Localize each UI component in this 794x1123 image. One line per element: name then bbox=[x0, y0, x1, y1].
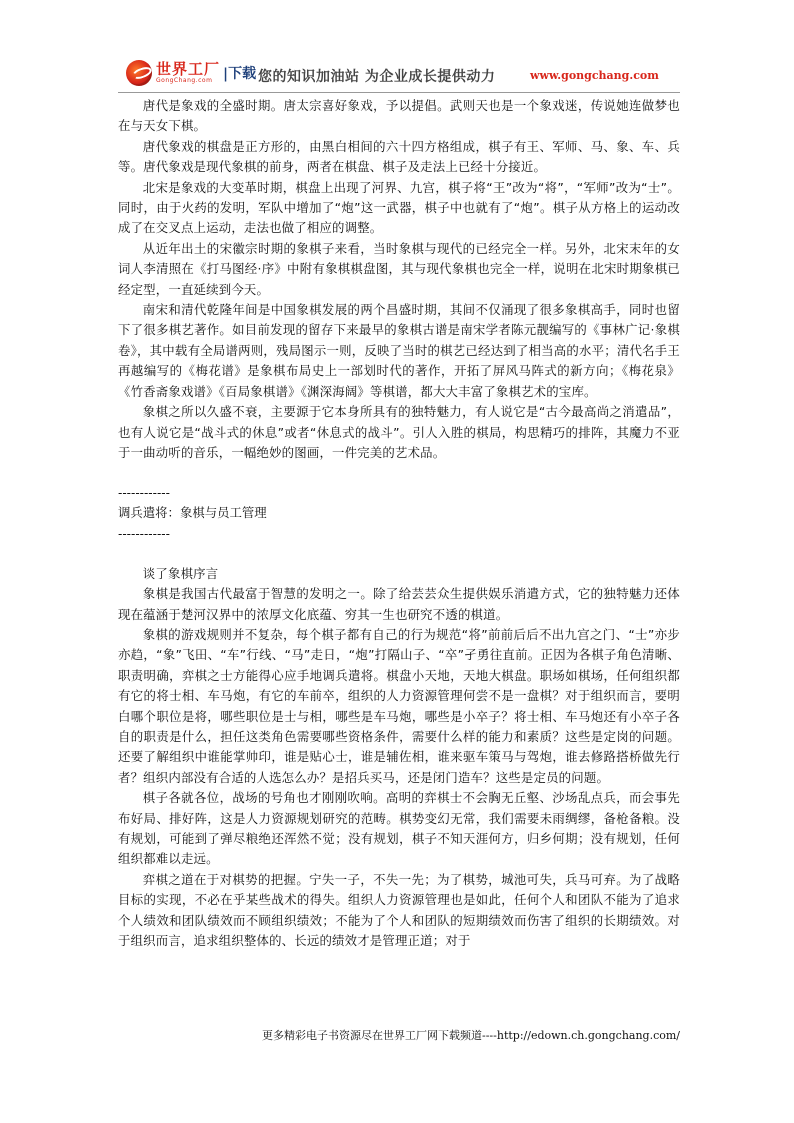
page-header bbox=[118, 58, 678, 92]
paragraph: 谈了象棋序言 bbox=[142, 565, 219, 581]
paragraph: 象棋是我国古代最富于智慧的发明之一。除了给芸芸众生提供娱乐消遣方式，它的独特魅力还体现在蕴涵于楚河汉界中的浓厚文化底蕴、穷其一生也研究不透的棋道。 bbox=[118, 586, 680, 622]
blank-line bbox=[118, 544, 680, 564]
logo-text bbox=[156, 62, 220, 84]
page-footer[interactable]: 更多精彩电子书资源尽在世界工厂网下载频道----http://edown.ch.gongchang.com/ bbox=[262, 1029, 680, 1042]
site-logo[interactable] bbox=[126, 60, 256, 86]
paragraph: 弈棋之道在于对棋势的把握。宁失一子，不失一先；为了棋势，城池可失，兵马可弃。为了战略目标的实现，不必在乎某些战术的得失。组织人力资源管理也是如此，任何个人和团队不能为了追求个人绩效和团队绩效而不顾组织绩效；不能为了个人和团队的短期绩效而伤害了组织的长期绩效。对于组织而言，追求组织整体的、长远的绩效才是管理正道；对于 bbox=[118, 871, 680, 949]
blank-line bbox=[118, 463, 680, 483]
globe-swoosh-icon bbox=[126, 60, 152, 86]
logo-name: 世界工厂 bbox=[156, 60, 221, 78]
paragraph: 象棋之所以久盛不衰，主要源于它本身所具有的独特魅力，有人说它是“古今最高尚之消遣品”，也有人说它是“战斗式的休息”或者“休息式的战斗”。引人入胜的棋局，构思精巧的排阵，其魔力不亚于一曲动听的音乐，一幅绝妙的图画，一件完美的艺术品。 bbox=[118, 404, 680, 460]
separator-bottom: ------------ bbox=[118, 526, 170, 541]
logo-subtitle: GongChang.com bbox=[156, 77, 213, 84]
paragraph: 象棋的游戏规则并不复杂，每个棋子都有自己的行为规范“将”前前后后不出九宫之门、“士”亦步亦趋，“象”飞田、“车”行线、“马”走日，“炮”打隔山子、“卒”孑勇往直前。正因为各棋子角色清晰、职责明确，弈棋之士方能得心应手地调兵遣将。棋盘小天地，天地大棋盘。职场如棋场，任何组织都有它的将士相、车马炮，有它的车前卒，组织的人力资源管理何尝不是一盘棋？对于组织而言，要明白哪个职位是将，哪些职位是士与相，哪些是车马炮，哪些是小卒子？将士相、车马炮还有小卒子各自的职责是什么，担任这类角色需要哪些资格条件，需要什么样的能力和素质？这些是定岗的问题。还要了解组织中谁能掌帅印，谁是贴心士，谁是辅佐相，谁来驱车策马与驾炮，谁去修路搭桥做先行者？组织内部没有合适的人选怎么办？是招兵买马，还是闭门造车？这些是定员的问题。 bbox=[118, 626, 680, 785]
paragraph: 棋子各就各位，战场的号角也才刚刚吹响。高明的弈棋士不会胸无丘壑、沙场乱点兵，而会事先布好局、排好阵，这是人力资源规划研究的范畴。棋势变幻无常，我们需要未雨绸缪，备枪备粮。没有规划，可能到了弹尽粮绝还浑然不觉；没有规划，棋子不知天涯何方，归乡何期；没有规划，任何组织都难以走远。 bbox=[118, 790, 680, 867]
paragraph: 北宋是象戏的大变革时期，棋盘上出现了河界、九宫，棋子将“王”改为“将”，“军师”改为“士”。同时，由于火药的发明，军队中增加了“炮”这一武器，棋子中也就有了“炮”。棋子从方格上的运动改成了在交叉点上运动，走法也做了相应的调整。 bbox=[118, 179, 680, 236]
header-divider bbox=[118, 92, 680, 93]
paragraph: 唐代象戏的棋盘是正方形的，由黑白相间的六十四方格组成，棋子有王、军师、马、象、车、兵等。唐代象戏是现代象棋的前身，两者在棋盘、棋子及走法上已经十分接近。 bbox=[118, 138, 680, 175]
header-slogan: 您的知识加油站 为企业成长提供动力 bbox=[258, 69, 496, 85]
section-title: 调兵遣将：象棋与员工管理 bbox=[118, 505, 267, 521]
paragraph: 南宋和清代乾隆年间是中国象棋发展的两个昌盛时期，其间不仅涌现了很多象棋高手，同时也留下了很多棋艺著作。如目前发现的留存下来最早的象棋古谱是南宋学者陈元靓编写的《事林广记·象棋卷》，其中载有全局谱两则，残局图示一则，反映了当时的棋艺已经达到了相当高的水平；清代名手王再越编写的《梅花谱》是象棋布局史上一部划时代的著作，开拓了屏风马阵式的新方向；《梅花泉》《竹香斋象戏谱》《百局象棋谱》《渊深海阔》等棋谱，都大大丰富了象棋艺术的宝库。 bbox=[118, 302, 680, 399]
paragraph: 唐代是象戏的全盛时期。唐太宗喜好象戏，予以提倡。武则天也是一个象戏迷，传说她连做梦也在与天女下棋。 bbox=[118, 98, 680, 134]
paragraph: 从近年出土的宋徽宗时期的象棋子来看，当时象棋与现代的已经完全一样。另外，北宋末年的女词人李清照在《打马图经·序》中附有象棋棋盘图，其与现代象棋也完全一样，说明在北宋时期象棋已经定型，一直延续到今天。 bbox=[118, 240, 680, 297]
site-url[interactable]: www.gongchang.com bbox=[530, 69, 659, 82]
separator-top: ------------ bbox=[118, 486, 170, 501]
document-body bbox=[118, 96, 680, 951]
download-label: |下载 bbox=[223, 66, 257, 82]
